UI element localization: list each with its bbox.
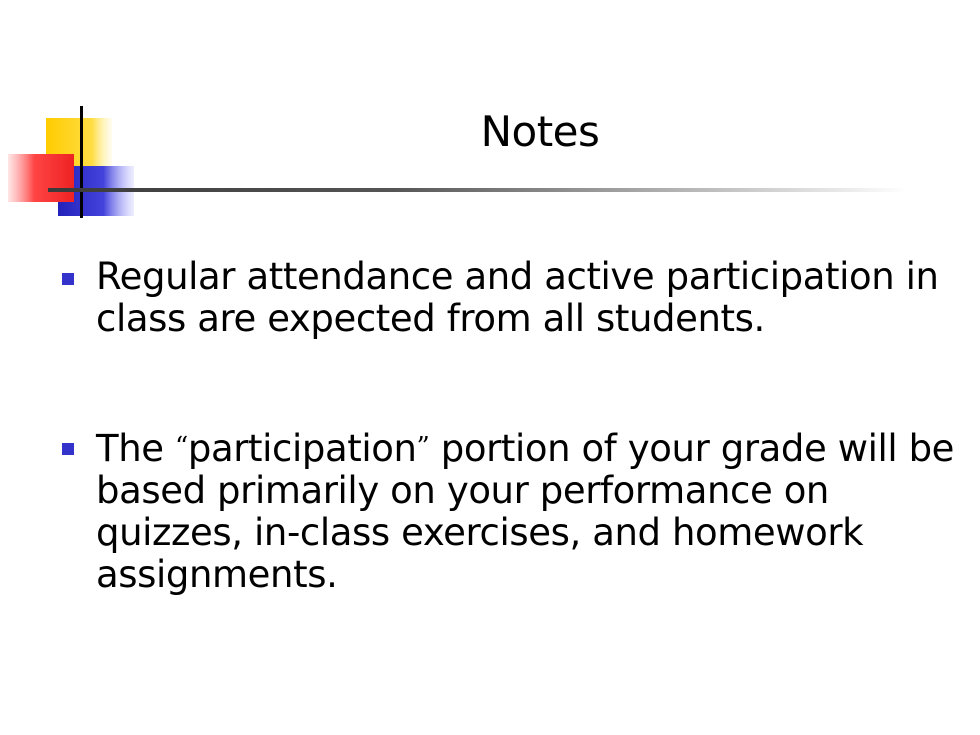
bullet-list xyxy=(60,256,960,682)
corner-logo-icon xyxy=(0,0,140,230)
list-item xyxy=(60,426,960,596)
open-quote: “ xyxy=(174,432,188,462)
list-item xyxy=(60,256,960,340)
close-quote: ” xyxy=(416,432,430,462)
square-bullet-icon xyxy=(62,273,74,285)
quoted-term: participation xyxy=(187,427,417,470)
bullet-text-before: The xyxy=(96,427,175,470)
bullet-text: Regular attendance and active participation in class are expected from all students. xyxy=(96,255,939,340)
square-bullet-icon xyxy=(62,443,74,455)
title-underline xyxy=(48,188,908,192)
slide-title: Notes xyxy=(480,107,600,156)
bullet-text-after: portion of your grade will be based primarily on your performance on quizzes, in-class exercises, and homework assignments. xyxy=(96,427,955,596)
